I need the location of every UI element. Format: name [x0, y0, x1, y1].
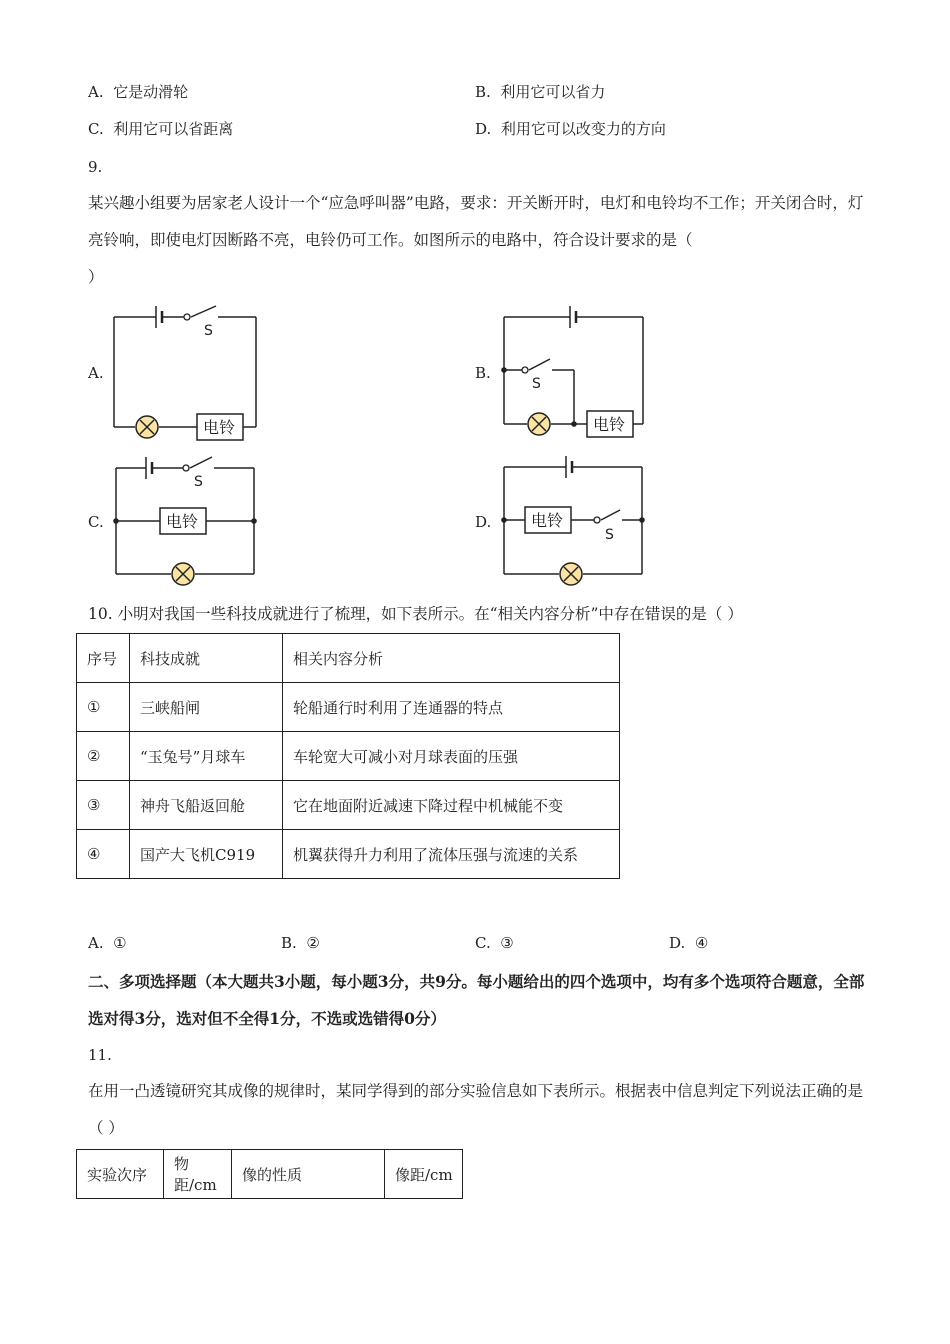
circuit-d-diagram	[490, 450, 670, 590]
q10-option-c: C. ③	[475, 934, 514, 952]
table-header: 实验次序	[77, 1150, 164, 1199]
table-row	[77, 830, 620, 879]
table-row	[77, 683, 620, 732]
lamp-icon	[560, 563, 582, 585]
q10-table	[76, 633, 620, 879]
table-header: 序号	[77, 634, 130, 683]
lamp-icon	[528, 413, 550, 435]
q10-option-b: B. ②	[281, 934, 320, 952]
q11-table	[76, 1149, 463, 1199]
q8-option-c: C. 利用它可以省距离	[88, 120, 234, 138]
q11-number: 11.	[88, 1046, 112, 1064]
switch-label: S	[605, 527, 614, 543]
q9-number: 9.	[88, 158, 103, 176]
q8-option-a: A. 它是动滑轮	[88, 83, 189, 101]
switch-label: S	[532, 376, 541, 392]
table-cell: ①	[77, 683, 130, 732]
table-header: 像距/cm	[385, 1150, 463, 1199]
table-cell: ③	[77, 781, 130, 830]
circuit-c-diagram	[100, 452, 280, 592]
table-cell: 国产大飞机C919	[130, 830, 283, 879]
q8-option-b: B. 利用它可以省力	[475, 83, 606, 101]
table-header: 相关内容分析	[283, 634, 620, 683]
table-header: 物距/cm	[164, 1150, 232, 1199]
lamp-icon	[172, 563, 194, 585]
table-header: 科技成就	[130, 634, 283, 683]
circuit-c-label: C.	[88, 513, 104, 531]
q9-stem: 某兴趣小组要为居家老人设计一个“应急呼叫器”电路，要求：开关断开时，电灯和电铃均不工作；开关闭合时，灯亮铃响，即使电灯因断路不亮，电铃仍可工作。如图所示的电路中，符合设计要求的是（ ）	[88, 194, 864, 286]
table-row	[77, 732, 620, 781]
circuit-b-label: B.	[475, 364, 491, 382]
circuit-a-diagram	[100, 300, 280, 445]
table-cell: 轮船通行时利用了连通器的特点	[283, 683, 620, 732]
circuit-d-label: D.	[475, 513, 492, 531]
table-cell: 三峡船闸	[130, 683, 283, 732]
table-cell: 神舟飞船返回舱	[130, 781, 283, 830]
table-cell: ②	[77, 732, 130, 781]
bell-label: 电铃	[531, 511, 564, 530]
bell-label: 电铃	[166, 512, 199, 531]
switch-label: S	[194, 474, 203, 490]
section-2-heading: 二、多项选择题（本大题共3小题，每小题3分，共9分。每小题给出的四个选项中，均有多个选项符合题意，全部选对得3分，选对但不全得1分，不选或选错得0分）	[88, 972, 865, 1028]
table-cell: ④	[77, 830, 130, 879]
table-row	[77, 781, 620, 830]
bell-label: 电铃	[203, 418, 236, 437]
q10-stem: 10. 小明对我国一些科技成就进行了梳理，如下表所示。在“相关内容分析”中存在错误的是（ ）	[88, 605, 743, 623]
table-header-row	[77, 634, 620, 683]
table-cell: “玉兔号”月球车	[130, 732, 283, 781]
lamp-icon	[136, 416, 158, 438]
table-header: 像的性质	[232, 1150, 385, 1199]
circuit-b-diagram	[490, 300, 670, 445]
q10-option-a: A. ①	[88, 934, 127, 952]
q8-option-d: D. 利用它可以改变力的方向	[475, 120, 666, 138]
bell-label: 电铃	[593, 415, 626, 434]
table-cell: 它在地面附近减速下降过程中机械能不变	[283, 781, 620, 830]
circuit-a-label: A.	[88, 364, 104, 382]
q11-stem: 在用一凸透镜研究其成像的规律时，某同学得到的部分实验信息如下表所示。根据表中信息判定下列说法正确的是（ ）	[88, 1082, 864, 1137]
q10-option-d: D. ④	[669, 934, 709, 952]
switch-label: S	[204, 323, 213, 339]
table-cell: 车轮宽大可减小对月球表面的压强	[283, 732, 620, 781]
table-header-row	[77, 1150, 463, 1199]
table-cell: 机翼获得升力利用了流体压强与流速的关系	[283, 830, 620, 879]
